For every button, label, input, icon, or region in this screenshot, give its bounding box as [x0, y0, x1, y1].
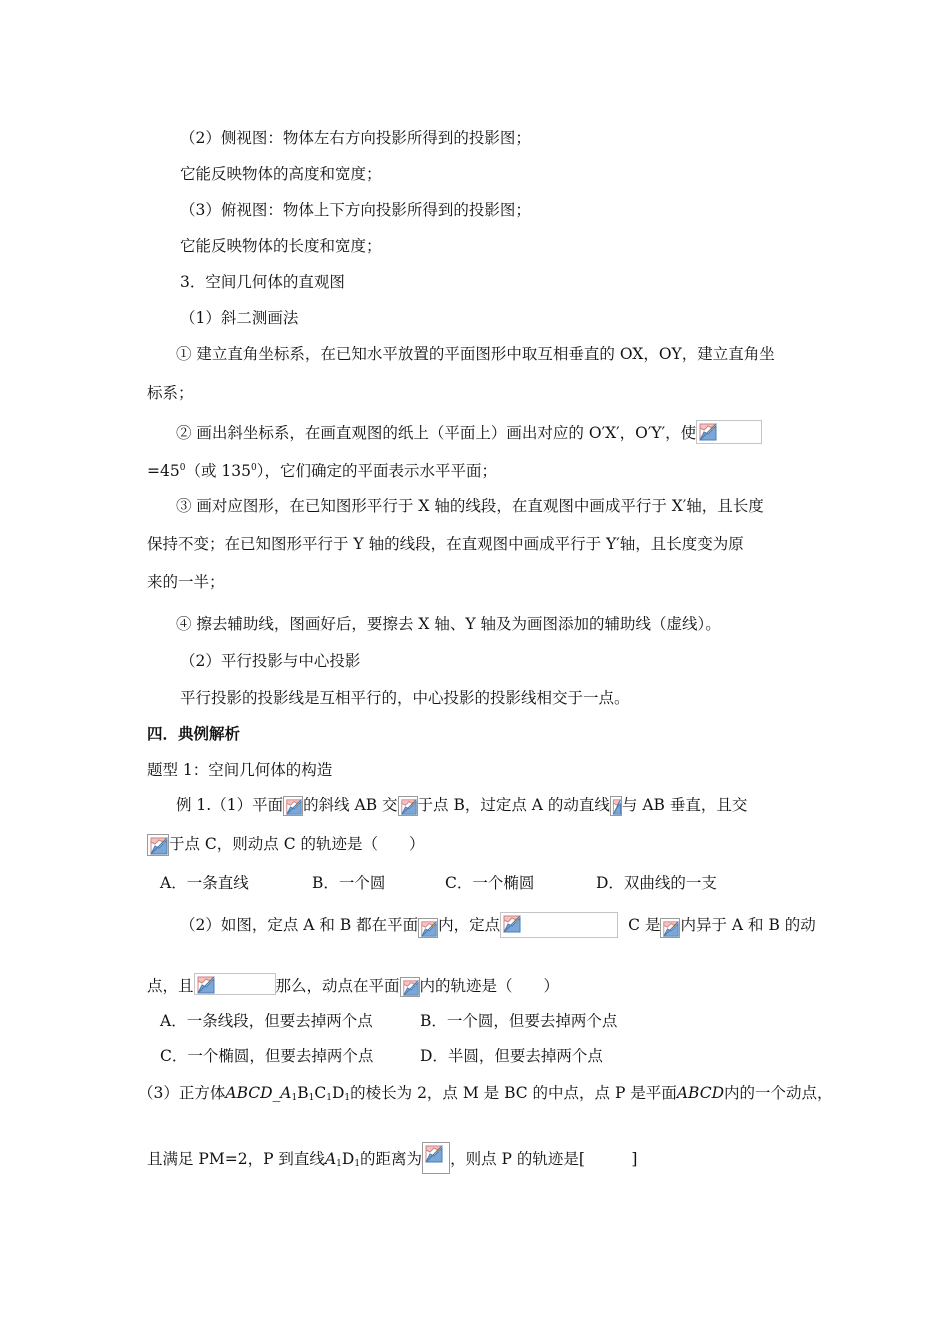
text-span: =45 — [147, 462, 180, 481]
section-heading: 四．典例解析 — [147, 724, 241, 743]
text-span: ② 画出斜坐标系，在画直观图的纸上（平面上）画出对应的 O′X′，O′Y′，使 — [176, 424, 697, 442]
text-line: ③ 画对应图形，在已知图形平行于 X 轴的线段，在直观图中画成平行于 X′轴，且长度 — [176, 497, 764, 515]
text-span: 于点 B，过定点 A 的动直线 — [417, 796, 610, 814]
text-span: 内异于 A 和 B 的动 — [680, 916, 816, 934]
text-line: 平行投影的投影线是互相平行的，中心投影的投影线相交于一点。 — [180, 689, 630, 707]
broken-image-icon — [194, 973, 276, 995]
example-line — [147, 834, 425, 856]
option-b: B．一个圆 — [312, 874, 386, 892]
text-line: ④ 擦去辅助线，图画好后，要擦去 X 轴、Y 轴及为画图添加的辅助线（虚线）。 — [176, 615, 721, 633]
option-d: D．半圆，但要去掉两个点 — [420, 1047, 603, 1065]
option-c: C．一个椭圆，但要去掉两个点 — [160, 1047, 374, 1065]
text-line: （2）侧视图：物体左右方向投影所得到的投影图； — [180, 129, 531, 147]
text-span: ，则点 P 的轨迹是[ ] — [450, 1150, 638, 1168]
topic-heading: 题型 1：空间几何体的构造 — [147, 761, 333, 779]
option-d: D．双曲线的一支 — [596, 874, 717, 892]
broken-image-icon — [147, 834, 169, 856]
broken-image-icon — [418, 918, 438, 938]
problem-line — [138, 1083, 833, 1108]
text-line: （3）俯视图：物体上下方向投影所得到的投影图； — [180, 201, 531, 219]
option-c: C．一个椭圆 — [445, 874, 535, 892]
math-text: ABCD — [676, 1084, 725, 1102]
text-line: 保持不变；在已知图形平行于 Y 轴的线段，在直观图中画成平行于 Y′轴，且长度变为原 — [147, 535, 744, 553]
example-line — [176, 795, 747, 816]
text-line: 它能反映物体的高度和宽度； — [180, 165, 382, 183]
subscript: 1 — [336, 1159, 342, 1169]
broken-image-icon — [660, 918, 680, 938]
subscript: 1 — [326, 1093, 332, 1103]
math-text: D — [331, 1084, 345, 1102]
broken-image-icon — [696, 420, 762, 444]
text-span: 的距离为 — [360, 1150, 423, 1168]
text-span: 内的轨迹是（ ） — [419, 977, 560, 995]
broken-image-icon — [283, 796, 303, 816]
text-line: 来的一半； — [147, 573, 225, 591]
option-a: A．一条直线 — [160, 874, 249, 892]
text-line: ① 建立直角坐标系，在已知水平放置的平面图形中取互相垂直的 OX，OY，建立直角坐 — [176, 345, 775, 363]
text-span: _ — [272, 1084, 281, 1102]
broken-image-icon — [398, 796, 418, 816]
broken-image-icon — [500, 912, 618, 938]
text-span: （或 135 — [185, 462, 251, 481]
text-line — [176, 420, 762, 444]
math-text: C — [314, 1084, 327, 1102]
option-a: A．一条线段，但要去掉两个点 — [160, 1012, 373, 1030]
broken-image-icon — [400, 977, 420, 997]
text-span: 点，且 — [147, 977, 194, 995]
problem-line — [147, 1142, 637, 1174]
text-span: 的斜线 AB 交 — [303, 796, 398, 814]
math-text: A — [324, 1150, 337, 1168]
superscript: 0 — [179, 463, 186, 473]
math-text: A — [280, 1084, 292, 1102]
math-text: D — [341, 1150, 355, 1168]
text-span: 的棱长为 2，点 M 是 BC 的中点，点 P 是平面 — [350, 1084, 677, 1102]
math-text: B — [297, 1084, 309, 1102]
option-b: B．一个圆，但要去掉两个点 — [420, 1012, 618, 1030]
text-span: 内的一个动点， — [724, 1084, 833, 1102]
text-span: 内，定点 — [438, 916, 501, 934]
broken-image-icon — [610, 796, 622, 816]
text-span: 那么，动点在平面 — [275, 977, 400, 995]
text-span: 与 AB 垂直，且交 — [621, 796, 748, 814]
text-line: 标系； — [147, 384, 194, 402]
text-line: 它能反映物体的长度和宽度； — [180, 237, 382, 255]
superscript: 0 — [250, 463, 257, 473]
text-span: （3）正方体 — [138, 1084, 226, 1102]
text-span: C 是 — [628, 916, 661, 934]
text-line — [147, 458, 497, 481]
section-heading: 3．空间几何体的直观图 — [180, 273, 345, 291]
subsection-heading: （1）斜二测画法 — [180, 309, 299, 327]
example-line — [147, 973, 559, 997]
subscript: 1 — [291, 1093, 298, 1103]
text-span: 且满足 PM=2，P 到直线 — [147, 1150, 325, 1168]
subscript: 1 — [344, 1093, 351, 1103]
math-text: ABCD — [225, 1084, 273, 1102]
text-span: 于点 C，则动点 C 的轨迹是（ ） — [169, 835, 425, 853]
subsection-heading: （2）平行投影与中心投影 — [180, 652, 361, 670]
text-span: （2）如图，定点 A 和 B 都在平面 — [180, 916, 419, 934]
subscript: 1 — [354, 1159, 361, 1169]
example-line — [180, 912, 816, 938]
text-span: 例 1.（1）平面 — [176, 796, 284, 814]
broken-image-icon — [422, 1142, 450, 1174]
text-span: ），它们确定的平面表示水平平面； — [256, 462, 497, 481]
subscript: 1 — [308, 1093, 315, 1103]
